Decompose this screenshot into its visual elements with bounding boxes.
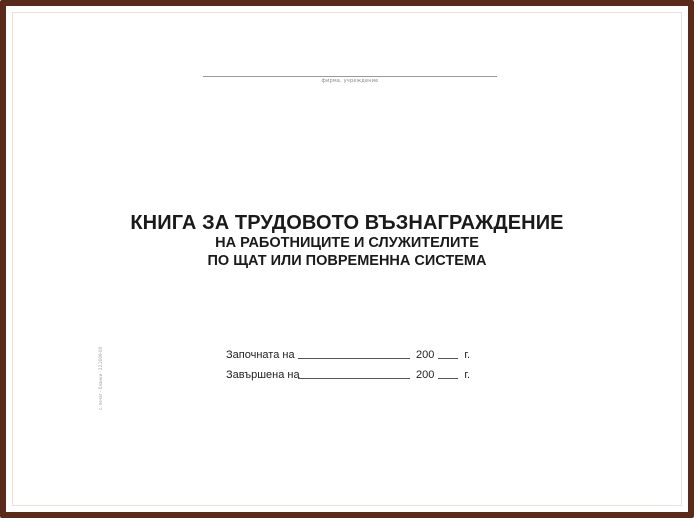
finished-label: Завършена на: [226, 369, 300, 381]
finished-year-blank: [438, 368, 458, 379]
started-year-blank: [438, 348, 458, 359]
started-date-row: [226, 348, 470, 361]
finished-year-prefix: 200: [416, 369, 435, 381]
started-label: Започната на: [226, 349, 295, 361]
started-date-blank: [298, 348, 410, 359]
started-year-prefix: 200: [416, 349, 435, 361]
started-year-suffix: г.: [464, 349, 471, 361]
book-title: КНИГА ЗА ТРУДОВОТО ВЪЗНАГРАЖДЕНИЕ: [130, 212, 564, 234]
book-subtitle-line-2: ПО ЩАТ ИЛИ ПОВРЕМЕННА СИСТЕМА: [207, 253, 487, 269]
printer-imprint: с. печат - бланки - 22.2009-00: [98, 346, 103, 410]
book-subtitle-line-1: НА РАБОТНИЦИТЕ И СЛУЖИТЕЛИТЕ: [215, 235, 479, 251]
finished-date-row: [226, 368, 470, 381]
organization-caption: фирма, учреждение: [321, 78, 379, 84]
organization-name-line: [203, 76, 497, 77]
finished-year-suffix: г.: [464, 369, 471, 381]
finished-date-blank: [298, 368, 410, 379]
